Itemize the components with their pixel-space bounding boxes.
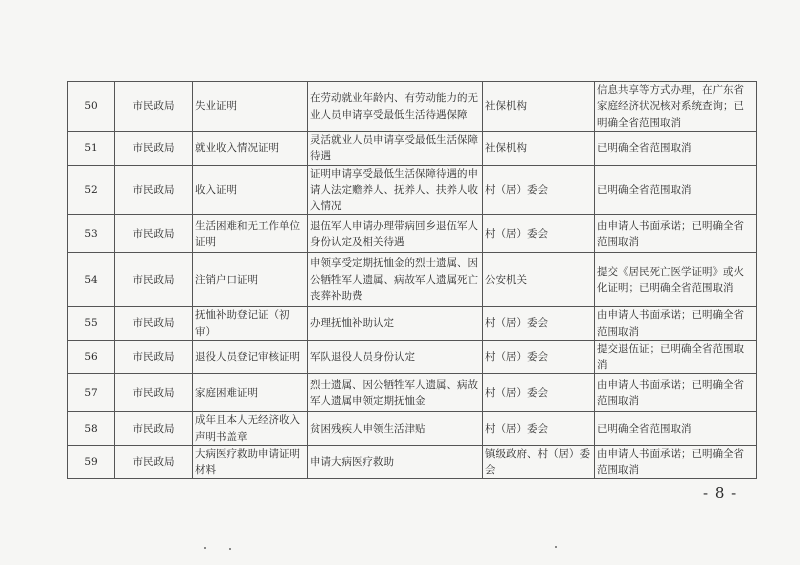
table-row — [68, 132, 757, 166]
scan-speck — [229, 548, 231, 550]
certificate-name-cell: 生活困难和无工作单位证明 — [193, 215, 308, 253]
handling-method-cell: 由申请人书面承诺；已明确全省范围取消 — [595, 374, 757, 412]
row-number-cell: 52 — [68, 165, 115, 215]
handling-method-cell: 提交《居民死亡医学证明》或火化证明；已明确全省范围取消 — [595, 253, 757, 307]
issuing-authority-cell: 镇级政府、村（居）委会 — [483, 445, 595, 479]
row-number-cell: 53 — [68, 215, 115, 253]
row-number-cell: 57 — [68, 374, 115, 412]
row-number-cell: 55 — [68, 307, 115, 341]
certificate-name-cell: 失业证明 — [193, 82, 308, 132]
scan-speck — [204, 547, 206, 549]
certificate-name-cell: 大病医疗救助申请证明材料 — [193, 445, 308, 479]
handling-method-cell: 由申请人书面承诺；已明确全省范围取消 — [595, 445, 757, 479]
handling-method-cell: 由申请人书面承诺；已明确全省范围取消 — [595, 307, 757, 341]
issuing-authority-cell: 村（居）委会 — [483, 374, 595, 412]
department-cell: 市民政局 — [115, 340, 193, 374]
department-cell: 市民政局 — [115, 412, 193, 446]
table-row — [68, 340, 757, 374]
usage-scenario-cell: 证明申请享受最低生活保障待遇的申请人法定赡养人、抚养人、扶养人收入情况 — [308, 165, 483, 215]
row-number-cell: 54 — [68, 253, 115, 307]
table-row — [68, 445, 757, 479]
certificate-name-cell: 退役人员登记审核证明 — [193, 340, 308, 374]
table-row — [68, 307, 757, 341]
usage-scenario-cell: 贫困残疾人申领生活津贴 — [308, 412, 483, 446]
usage-scenario-cell: 退伍军人申请办理带病回乡退伍军人身份认定及相关待遇 — [308, 215, 483, 253]
handling-method-cell: 已明确全省范围取消 — [595, 412, 757, 446]
table-row — [68, 374, 757, 412]
scan-speck — [555, 546, 557, 548]
row-number-cell: 58 — [68, 412, 115, 446]
row-number-cell: 59 — [68, 445, 115, 479]
certificate-name-cell: 抚恤补助登记证（初审） — [193, 307, 308, 341]
usage-scenario-cell: 申请大病医疗救助 — [308, 445, 483, 479]
handling-method-cell: 由申请人书面承诺；已明确全省范围取消 — [595, 215, 757, 253]
certificate-name-cell: 注销户口证明 — [193, 253, 308, 307]
issuing-authority-cell: 公安机关 — [483, 253, 595, 307]
certificate-name-cell: 家庭困难证明 — [193, 374, 308, 412]
certificate-name-cell: 收入证明 — [193, 165, 308, 215]
issuing-authority-cell: 村（居）委会 — [483, 412, 595, 446]
usage-scenario-cell: 在劳动就业年龄内、有劳动能力的无业人员申请享受最低生活待遇保障 — [308, 82, 483, 132]
row-number-cell: 56 — [68, 340, 115, 374]
usage-scenario-cell: 办理抚恤补助认定 — [308, 307, 483, 341]
issuing-authority-cell: 社保机构 — [483, 132, 595, 166]
department-cell: 市民政局 — [115, 82, 193, 132]
issuing-authority-cell: 社保机构 — [483, 82, 595, 132]
usage-scenario-cell: 灵活就业人员申请享受最低生活保障待遇 — [308, 132, 483, 166]
department-cell: 市民政局 — [115, 215, 193, 253]
handling-method-cell: 提交退伍证；已明确全省范围取消 — [595, 340, 757, 374]
table-row — [68, 253, 757, 307]
department-cell: 市民政局 — [115, 374, 193, 412]
issuing-authority-cell: 村（居）委会 — [483, 165, 595, 215]
handling-method-cell: 信息共享等方式办理，在广东省家庭经济状况核对系统查询；已明确全省范围取消 — [595, 82, 757, 132]
usage-scenario-cell: 烈士遗属、因公牺牲军人遗属、病故军人遗属申领定期抚恤金 — [308, 374, 483, 412]
issuing-authority-cell: 村（居）委会 — [483, 215, 595, 253]
handling-method-cell: 已明确全省范围取消 — [595, 165, 757, 215]
table-row — [68, 215, 757, 253]
department-cell: 市民政局 — [115, 132, 193, 166]
usage-scenario-cell: 申领享受定期抚恤金的烈士遗属、因公牺牲军人遗属、病故军人遗属死亡丧葬补助费 — [308, 253, 483, 307]
department-cell: 市民政局 — [115, 445, 193, 479]
department-cell: 市民政局 — [115, 307, 193, 341]
table-row — [68, 412, 757, 446]
table-body — [68, 82, 757, 479]
page-number: - 8 - — [703, 484, 738, 502]
certificate-name-cell: 成年且本人无经济收入声明书盖章 — [193, 412, 308, 446]
row-number-cell: 50 — [68, 82, 115, 132]
table-row — [68, 82, 757, 132]
row-number-cell: 51 — [68, 132, 115, 166]
usage-scenario-cell: 军队退役人员身份认定 — [308, 340, 483, 374]
handling-method-cell: 已明确全省范围取消 — [595, 132, 757, 166]
issuing-authority-cell: 村（居）委会 — [483, 307, 595, 341]
certificate-table — [67, 81, 757, 479]
department-cell: 市民政局 — [115, 165, 193, 215]
issuing-authority-cell: 村（居）委会 — [483, 340, 595, 374]
department-cell: 市民政局 — [115, 253, 193, 307]
table-row — [68, 165, 757, 215]
certificate-name-cell: 就业收入情况证明 — [193, 132, 308, 166]
